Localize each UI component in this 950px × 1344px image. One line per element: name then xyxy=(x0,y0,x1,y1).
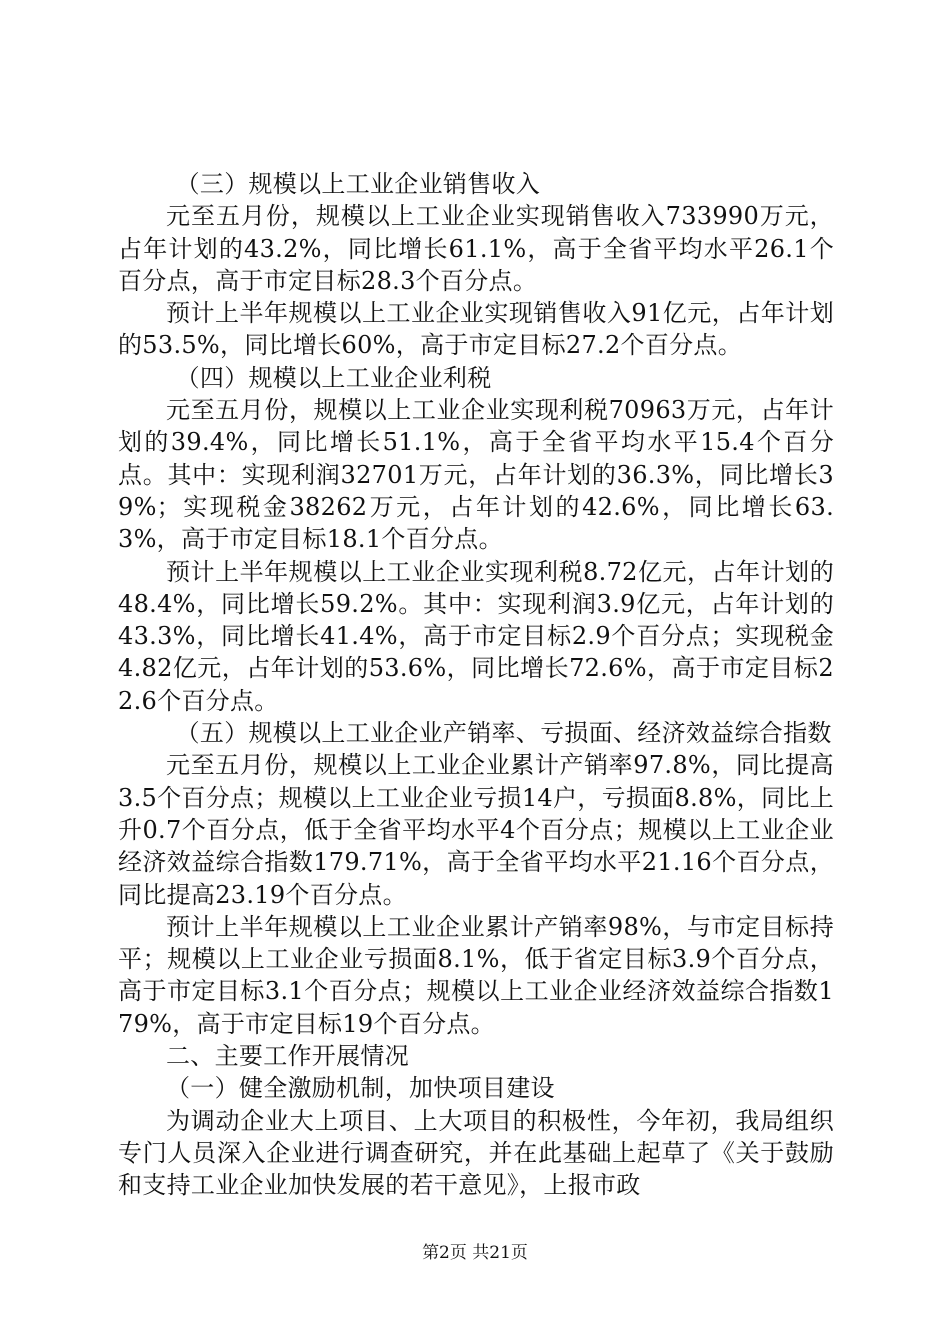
page-number-footer: 第2页 共21页 xyxy=(422,1243,528,1263)
section-heading-sales-rate: （五）规模以上工业企业产销率、亏损面、经济效益综合指数 xyxy=(175,719,832,748)
paragraph-sales-jan-may: 元至五月份，规模以上工业企业实现销售收入733990万元，占年计划的43.2%，同比增长61.1%，高于全省平均水平26.1个百分点，高于市定目标28.3个百分点。 xyxy=(118,202,834,295)
paragraph-sales-forecast: 预计上半年规模以上工业企业实现销售收入91亿元，占年计划的53.5%，同比增长60%，高于市定目标27.2个百分点。 xyxy=(118,299,834,360)
paragraph-incentive: 为调动企业大上项目、上大项目的积极性，今年初，我局组织专门人员深入企业进行调查研究，并在此基础上起草了《关于鼓励和支持工业企业加快发展的若干意见》，上报市政 xyxy=(118,1106,834,1200)
section-heading-main-work: 二、主要工作开展情况 xyxy=(166,1042,409,1071)
paragraph-sales-rate-jan-may: 元至五月份，规模以上工业企业累计产销率97.8%，同比提高3.5个百分点；规模以上工业企业亏损14户，亏损面8.8%，同比上升0.7个百分点，低于全省平均水平4个百分点；规模以上工业企业经济效益综合指数179.71%，高于全省平均水平21.16个百分点，同比提高23.19个百分点。 xyxy=(118,751,834,909)
subsection-heading-incentive: （一）健全激励机制，加快项目建设 xyxy=(166,1074,555,1103)
paragraph-sales-rate-forecast: 预计上半年规模以上工业企业累计产销率98%，与市定目标持平；规模以上工业企业亏损面8.1%，低于省定目标3.9个百分点，高于市定目标3.1个百分点；规模以上工业企业经济效益综合指数179%，高于市定目标19个百分点。 xyxy=(118,912,834,1038)
section-heading-sales: （三）规模以上工业企业销售收入 xyxy=(175,170,541,198)
section-heading-profit-tax: （四）规模以上工业企业利税 xyxy=(175,363,492,392)
paragraph-profit-tax-forecast: 预计上半年规模以上工业企业实现利税8.72亿元，占年计划的48.4%，同比增长59.2%。其中：实现利润3.9亿元，占年计划的43.3%，同比增长41.4%，高于市定目标2.9个百分点；实现税金4.82亿元，占年计划的53.6%，同比增长72.6%，高于市定目标22.6个百分点。 xyxy=(118,557,834,715)
document-body xyxy=(118,168,834,1202)
paragraph-profit-tax-jan-may: 元至五月份，规模以上工业企业实现利税70963万元，占年计划的39.4%，同比增长51.1%，高于全省平均水平15.4个百分点。其中：实现利润32701万元，占年计划的36.3%，同比增长39%；实现税金38262万元，占年计划的42.6%，同比增长63.3%，高于市定目标18.1个百分点。 xyxy=(118,396,834,554)
